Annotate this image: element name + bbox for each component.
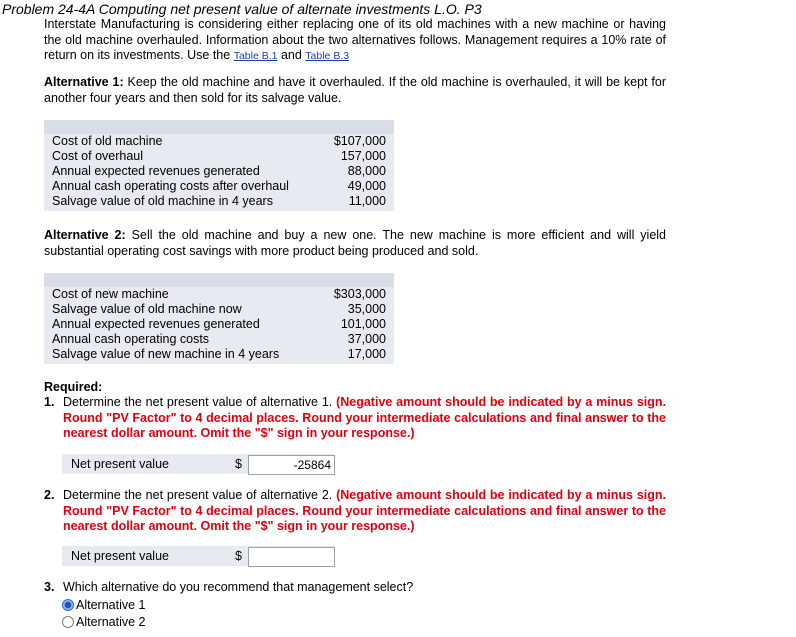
alternative-2-label: Alternative 2:	[44, 228, 126, 242]
question-2	[44, 488, 666, 535]
table-row	[44, 317, 394, 332]
table-row	[44, 302, 394, 317]
row-label: Annual expected revenues generated	[52, 164, 260, 178]
required-heading: Required:	[44, 380, 103, 394]
alternative-1-text: Keep the old machine and have it overhauled. If the old machine is overhauled, it will be kept for another four years and then sold for its salvage value.	[44, 75, 666, 105]
answer-row-2	[62, 546, 334, 566]
option-label: Alternative 2	[76, 615, 146, 629]
table-header-band	[44, 273, 394, 287]
intro-and: and	[280, 48, 302, 62]
row-value: 35,000	[347, 302, 386, 316]
row-label: Cost of old machine	[52, 134, 163, 148]
row-label: Cost of overhaul	[52, 149, 144, 163]
table-row	[44, 179, 394, 194]
row-value: 11,000	[348, 194, 386, 208]
answer-row-1	[62, 454, 334, 474]
table-row	[44, 332, 394, 347]
field-label: Net present value	[71, 549, 169, 563]
row-value: $303,000	[333, 287, 386, 301]
row-value: 157,000	[340, 149, 386, 163]
row-value: 17,000	[347, 347, 386, 361]
alternative-1-label: Alternative 1:	[44, 75, 124, 89]
question-3	[44, 580, 666, 596]
option-alternative-2[interactable]	[62, 614, 145, 630]
radio-unselected-icon[interactable]	[62, 616, 74, 628]
row-label: Salvage value of old machine now	[52, 302, 242, 316]
question-number: 3.	[44, 580, 55, 594]
intro-text: Interstate Manufacturing is considering either replacing one of its old machines with a new machine or having the old machine overhauled. Information about the two alternatives follows. Management requires a 10% rate of return on its investments. Use the	[44, 17, 666, 62]
currency-symbol: $	[235, 457, 242, 471]
row-label: Salvage value of old machine in 4 years	[52, 194, 273, 208]
field-label: Net present value	[71, 457, 169, 471]
row-label: Salvage value of new machine in 4 years	[52, 347, 280, 361]
row-value: 88,000	[347, 164, 386, 178]
radio-selected-icon[interactable]	[62, 599, 74, 611]
table-b1-link[interactable]: Table B.1	[233, 50, 278, 62]
alternative-2-table	[44, 273, 394, 364]
row-label: Cost of new machine	[52, 287, 169, 301]
row-label: Annual cash operating costs after overhaul	[52, 179, 289, 193]
option-alternative-1[interactable]	[62, 597, 145, 613]
question-instructions: (Negative amount should be indicated by a minus sign. Round "PV Factor" to 4 decimal places. Round your intermediate calculations and final answer to the nearest dollar amount. Omit the "$" sign in your response.)	[63, 488, 666, 533]
table-row	[44, 149, 394, 164]
option-label: Alternative 1	[76, 598, 146, 612]
currency-symbol: $	[235, 549, 242, 563]
alternative-1-table	[44, 120, 394, 211]
problem-title: Problem 24-4A Computing net present value of alternate investments L.O. P3	[2, 1, 482, 17]
row-value: 49,000	[347, 179, 386, 193]
alternative-2-description	[44, 228, 666, 259]
question-instructions: (Negative amount should be indicated by a minus sign. Round "PV Factor" to 4 decimal places. Round your intermediate calculations and final answer to the nearest dollar amount. Omit the "$" sign in your response.)	[63, 395, 666, 440]
table-b3-link[interactable]: Table B.3	[305, 50, 350, 62]
question-1	[44, 395, 666, 442]
npv-alternative-1-input[interactable]	[248, 455, 335, 475]
question-text: Determine the net present value of alternative 1.	[63, 395, 333, 409]
table-row	[44, 134, 394, 149]
question-number: 1.	[44, 395, 55, 409]
table-row	[44, 194, 394, 211]
row-value: $107,000	[333, 134, 386, 148]
question-text: Which alternative do you recommend that management select?	[63, 580, 414, 594]
table-row	[44, 347, 394, 364]
row-value: 37,000	[347, 332, 386, 346]
npv-alternative-2-input[interactable]	[248, 547, 335, 567]
alternative-2-text: Sell the old machine and buy a new one. The new machine is more efficient and will yield substantial operating cost savings with more product being produced and sold.	[44, 228, 667, 258]
row-label: Annual expected revenues generated	[52, 317, 260, 331]
row-value: 101,000	[340, 317, 386, 331]
row-label: Annual cash operating costs	[52, 332, 210, 346]
problem-intro	[44, 17, 666, 65]
table-row	[44, 164, 394, 179]
table-row	[44, 287, 394, 302]
question-number: 2.	[44, 488, 55, 502]
question-text: Determine the net present value of alternative 2.	[63, 488, 333, 502]
alternative-1-description	[44, 75, 666, 106]
table-header-band	[44, 120, 394, 134]
